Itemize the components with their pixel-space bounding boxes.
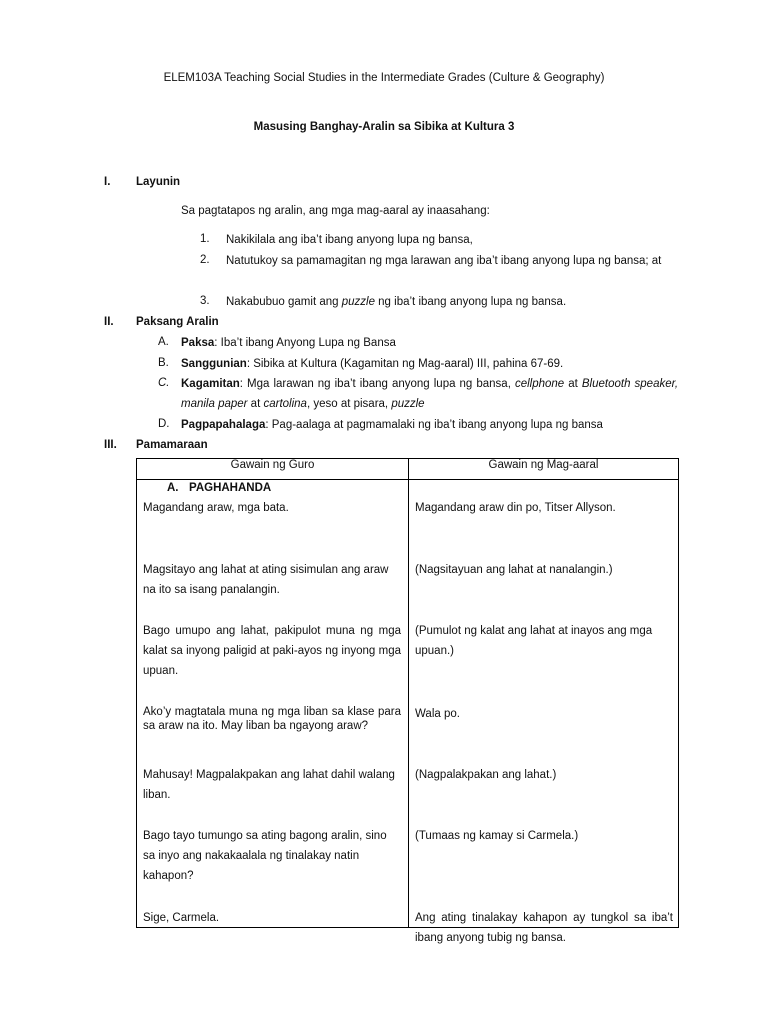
subsection-letter: A. xyxy=(167,482,179,494)
subject-label: Paksa xyxy=(181,337,215,349)
teacher-line: Bago tayo tumungo sa ating bagong aralin, sino sa inyo ang nakakaalala ng tinalakay natin kahapon? xyxy=(143,830,387,882)
subject-letter: B. xyxy=(158,357,169,369)
teacher-line: Magsitayo ang lahat at ating sisimulan ang araw na ito sa isang panalangin. xyxy=(143,564,389,596)
subject-letter: C. xyxy=(158,377,170,389)
student-line: (Nagsitayuan ang lahat at nanalangin.) xyxy=(415,564,613,576)
objective-item xyxy=(226,292,678,313)
teacher-line: Ako’y magtatala muna ng mga liban sa klase para sa araw na ito. May liban ba ngayong araw? xyxy=(143,706,401,732)
subject-text: : Pag-aalaga at pagmamalaki ng iba’t ibang anyong lupa ng bansa xyxy=(265,419,603,431)
subject-letter: A. xyxy=(158,336,169,348)
materials-text: : Mga larawan ng iba’t ibang anyong lupa ng bansa, xyxy=(239,378,515,390)
objective-item: Natutukoy sa pamamagitan ng mga larawan ang iba’t ibang anyong lupa ng bansa; at xyxy=(226,255,662,267)
student-line: Magandang araw din po, Titser Allyson. xyxy=(415,502,616,514)
subject-text: : Iba’t ibang Anyong Lupa ng Bansa xyxy=(214,337,396,349)
student-line: Ang ating tinalakay kahapon ay tungkol sa iba’t ibang anyong tubig ng bansa. xyxy=(415,912,673,944)
student-line: (Pumulot ng kalat ang lahat at inayos ang mga upuan.) xyxy=(415,625,653,657)
subject-text: : Sibika at Kultura (Kagamitan ng Mag-aaral) III, pahina 67-69. xyxy=(246,358,564,370)
student-line: (Tumaas ng kamay si Carmela.) xyxy=(415,830,579,842)
section-2-numeral: II. xyxy=(104,316,114,328)
column-header-teacher: Gawain ng Guro xyxy=(137,459,409,480)
section-1-title: Layunin xyxy=(136,176,181,188)
objective-number: 1. xyxy=(200,233,210,245)
teacher-line: Sige, Carmela. xyxy=(143,912,220,924)
teacher-column xyxy=(137,480,409,928)
objective-text: ng iba’t ibang anyong lupa ng bansa. xyxy=(374,296,567,308)
section-1-numeral: I. xyxy=(104,176,111,188)
student-column xyxy=(409,480,679,944)
materials-emphasis: cellphone xyxy=(514,378,565,390)
column-header-student: Gawain ng Mag-aaral xyxy=(409,459,679,480)
teacher-line: Bago umupo ang lahat, pakipulot muna ng mga kalat sa inyong paligid at paki-ayos ng inyong mga upuan. xyxy=(143,625,401,677)
student-line: Wala po. xyxy=(415,708,460,720)
student-line: (Nagpalakpakan ang lahat.) xyxy=(415,769,557,781)
materials-emphasis: puzzle xyxy=(391,398,425,410)
course-header: ELEM103A Teaching Social Studies in the Intermediate Grades (Culture & Geography) xyxy=(163,72,605,84)
section-2-title: Paksang Aralin xyxy=(136,316,219,328)
section-3-numeral: III. xyxy=(104,439,117,451)
materials-item xyxy=(181,374,678,414)
materials-emphasis: cartolina xyxy=(263,398,307,410)
subject-item xyxy=(181,333,678,353)
objective-text: Nakabubuo gamit ang xyxy=(226,296,342,308)
materials-text: at xyxy=(564,378,582,390)
objective-emphasis: puzzle xyxy=(341,296,375,308)
subject-letter: D. xyxy=(158,418,170,430)
materials-text: at xyxy=(247,398,264,410)
teacher-line: Magandang araw, mga bata. xyxy=(143,502,289,514)
objective-item: Nakikilala ang iba’t ibang anyong lupa ng bansa, xyxy=(226,234,473,246)
document-title: Masusing Banghay-Aralin sa Sibika at Kultura 3 xyxy=(253,121,515,133)
objective-number: 2. xyxy=(200,254,210,266)
objective-number: 3. xyxy=(200,295,210,307)
subject-item xyxy=(181,415,678,435)
section-3-title: Pamamaraan xyxy=(136,439,208,451)
subject-item xyxy=(181,354,678,374)
teacher-line: Mahusay! Magpalakpakan ang lahat dahil walang liban. xyxy=(143,769,395,801)
subsection-title: PAGHAHANDA xyxy=(189,482,272,494)
subject-label: Sanggunian xyxy=(181,358,247,370)
subject-label: Pagpapahalaga xyxy=(181,419,266,431)
materials-emphasis: Bluetooth speaker, manila paper xyxy=(181,378,679,410)
procedure-table xyxy=(136,458,679,944)
materials-text: , yeso at pisara, xyxy=(306,398,392,410)
objectives-intro: Sa pagtatapos ng aralin, ang mga mag-aaral ay inaasahang: xyxy=(181,205,490,217)
materials-label: Kagamitan xyxy=(181,378,240,390)
